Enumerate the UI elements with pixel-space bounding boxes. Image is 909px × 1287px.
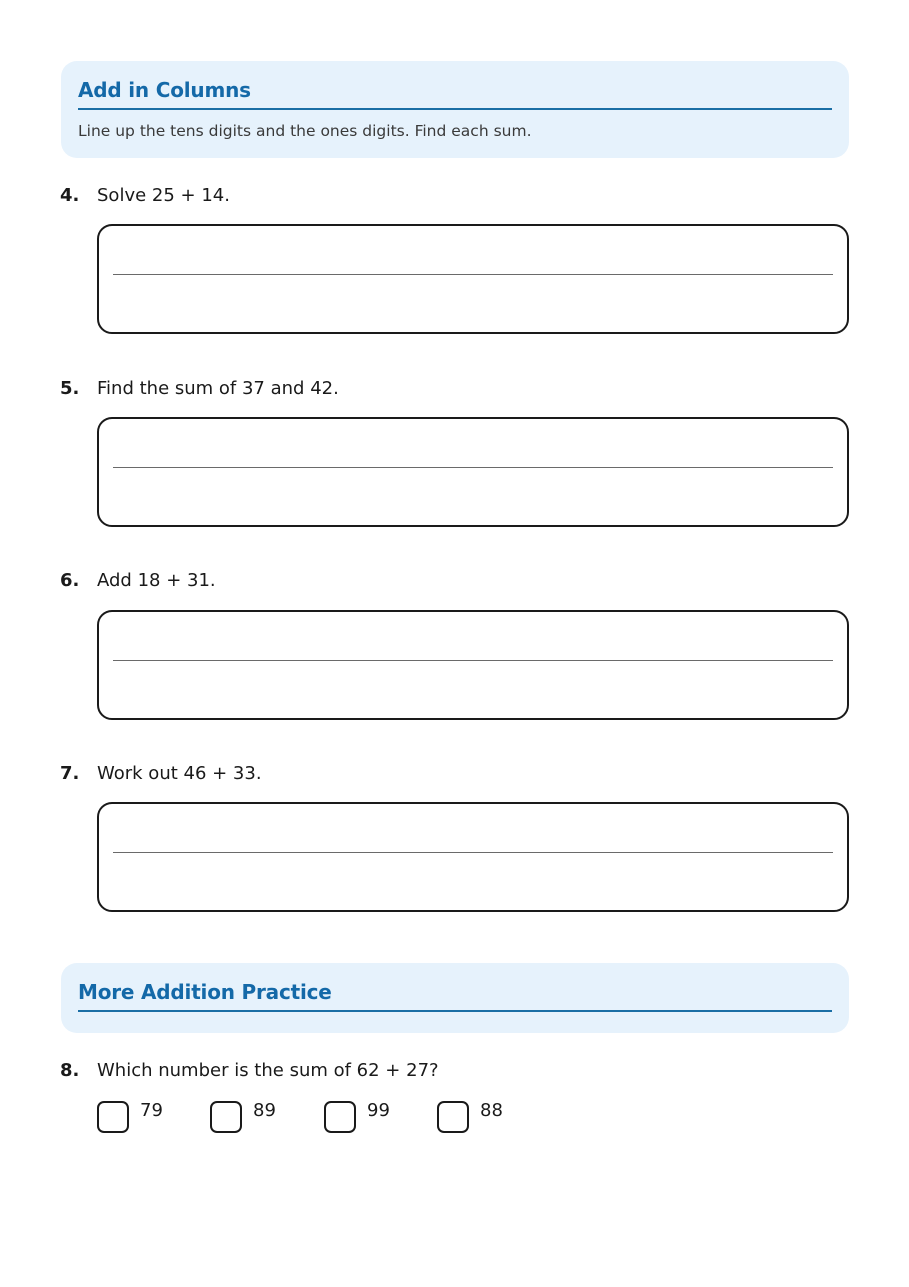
answer-box-7[interactable] — [97, 802, 849, 912]
option-label: 99 — [367, 1100, 390, 1121]
question-number: 4. — [60, 185, 80, 206]
option-label: 88 — [480, 1100, 503, 1121]
section-header-more-addition-practice — [61, 963, 849, 1033]
question-text: Add 18 + 31. — [97, 570, 216, 591]
question-number: 8. — [60, 1060, 80, 1081]
question-text: Which number is the sum of 62 + 27? — [97, 1060, 439, 1081]
question-text: Solve 25 + 14. — [97, 185, 230, 206]
checkbox[interactable] — [97, 1101, 129, 1133]
question-text: Work out 46 + 33. — [97, 763, 262, 784]
answer-box-4[interactable] — [97, 224, 849, 334]
question-7 — [60, 762, 262, 786]
checkbox[interactable] — [324, 1101, 356, 1133]
question-4 — [60, 184, 230, 208]
question-number: 5. — [60, 378, 80, 399]
section-instruction: Line up the tens digits and the ones digits. Find each sum. — [78, 122, 532, 140]
question-number: 7. — [60, 763, 80, 784]
answer-line — [113, 467, 833, 468]
question-6 — [60, 569, 216, 593]
answer-box-6[interactable] — [97, 610, 849, 720]
section-header-add-in-columns — [61, 61, 849, 158]
option-label: 89 — [253, 1100, 276, 1121]
option-label: 79 — [140, 1100, 163, 1121]
checkbox[interactable] — [437, 1101, 469, 1133]
answer-line — [113, 852, 833, 853]
question-8 — [60, 1059, 439, 1083]
answer-box-5[interactable] — [97, 417, 849, 527]
section-title: Add in Columns — [78, 78, 832, 110]
answer-line — [113, 274, 833, 275]
question-text: Find the sum of 37 and 42. — [97, 378, 339, 399]
question-number: 6. — [60, 570, 80, 591]
question-5 — [60, 377, 339, 401]
section-title: More Addition Practice — [78, 980, 832, 1012]
answer-line — [113, 660, 833, 661]
checkbox[interactable] — [210, 1101, 242, 1133]
